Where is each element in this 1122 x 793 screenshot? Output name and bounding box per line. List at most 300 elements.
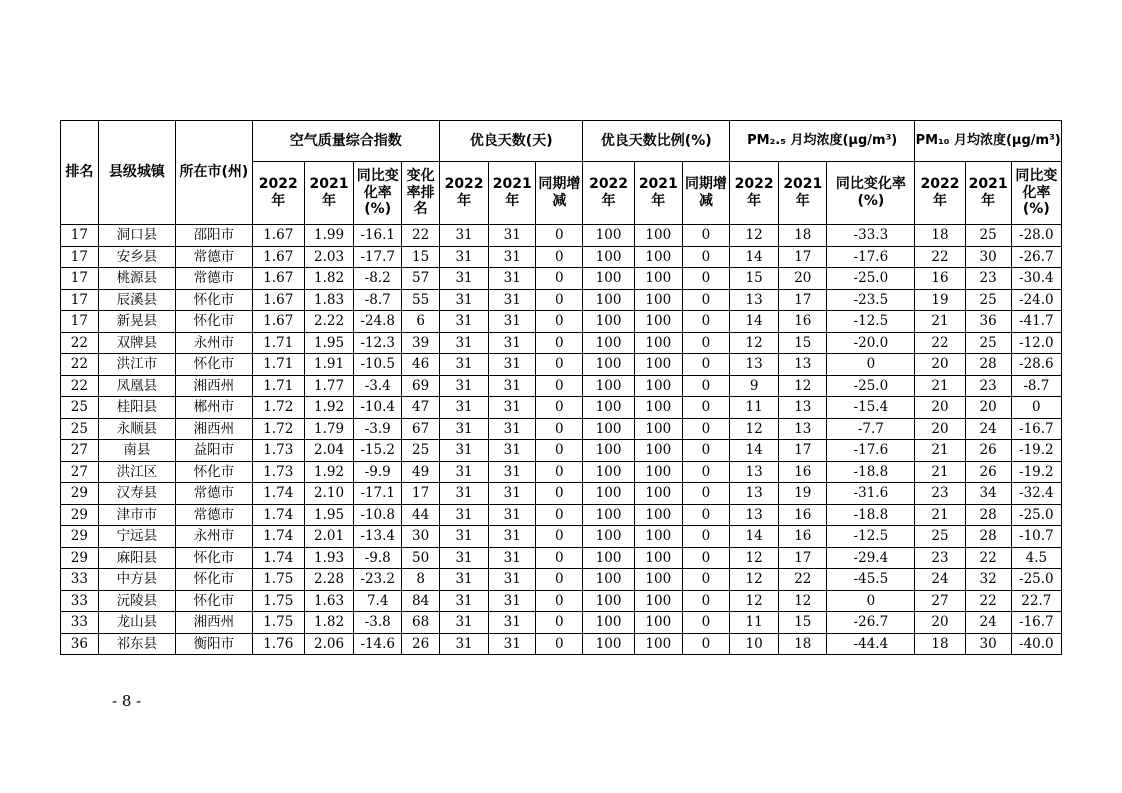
cell-aqi-change-rank: 26	[402, 633, 440, 655]
cell-pm10-yoy-rate: -10.7	[1011, 526, 1061, 548]
cell-aqi-change-rank: 68	[402, 612, 440, 634]
cell-ratio-change: 0	[682, 375, 729, 397]
cell-aqi-2021: 1.95	[304, 332, 353, 354]
cell-ratio-2021: 100	[634, 418, 682, 440]
cell-days-2021: 31	[489, 225, 536, 247]
cell-aqi-yoy-rate: -10.8	[354, 504, 402, 526]
cell-aqi-2021: 2.01	[304, 526, 353, 548]
cell-aqi-2021: 1.91	[304, 354, 353, 376]
cell-pm25-2021: 13	[779, 418, 827, 440]
cell-ratio-change: 0	[682, 397, 729, 419]
header-pm25-2021: 2021年	[779, 162, 827, 225]
cell-days-change: 0	[536, 225, 583, 247]
cell-days-change: 0	[536, 590, 583, 612]
cell-pm25-2022: 13	[730, 354, 779, 376]
cell-pm10-2022: 20	[915, 418, 965, 440]
header-ratio-2021: 2021年	[634, 162, 682, 225]
cell-ratio-2022: 100	[583, 246, 634, 268]
cell-county: 双牌县	[98, 332, 175, 354]
cell-county: 辰溪县	[98, 289, 175, 311]
cell-aqi-2021: 2.06	[304, 633, 353, 655]
cell-days-2021: 31	[489, 590, 536, 612]
header-aqi-2021: 2021年	[304, 162, 353, 225]
cell-ratio-2021: 100	[634, 354, 682, 376]
cell-aqi-yoy-rate: -17.1	[354, 483, 402, 505]
cell-pm25-2021: 15	[779, 332, 827, 354]
cell-pm10-2022: 27	[915, 590, 965, 612]
cell-pm25-yoy-rate: -33.3	[827, 225, 915, 247]
cell-days-2021: 31	[489, 397, 536, 419]
cell-ratio-change: 0	[682, 418, 729, 440]
cell-rank: 17	[61, 268, 99, 290]
cell-city: 邵阳市	[176, 225, 252, 247]
header-rank: 排名	[61, 121, 99, 225]
cell-pm10-2022: 16	[915, 268, 965, 290]
cell-aqi-change-rank: 47	[402, 397, 440, 419]
cell-pm10-2021: 24	[965, 612, 1011, 634]
cell-aqi-2021: 1.92	[304, 461, 353, 483]
cell-pm25-yoy-rate: -7.7	[827, 418, 915, 440]
cell-aqi-2021: 1.95	[304, 504, 353, 526]
cell-days-2021: 31	[489, 332, 536, 354]
cell-ratio-2021: 100	[634, 332, 682, 354]
cell-rank: 22	[61, 354, 99, 376]
cell-days-change: 0	[536, 633, 583, 655]
cell-days-2022: 31	[439, 547, 488, 569]
cell-days-2021: 31	[489, 354, 536, 376]
cell-days-2022: 31	[439, 332, 488, 354]
cell-days-change: 0	[536, 311, 583, 333]
cell-aqi-2021: 2.10	[304, 483, 353, 505]
cell-aqi-change-rank: 57	[402, 268, 440, 290]
cell-ratio-change: 0	[682, 526, 729, 548]
cell-pm10-yoy-rate: -41.7	[1011, 311, 1061, 333]
cell-aqi-change-rank: 49	[402, 461, 440, 483]
cell-rank: 17	[61, 225, 99, 247]
cell-aqi-yoy-rate: -8.7	[354, 289, 402, 311]
cell-county: 汉寿县	[98, 483, 175, 505]
cell-pm10-yoy-rate: -24.0	[1011, 289, 1061, 311]
header-aqi-yoy-rate: 同比变化率(%)	[354, 162, 402, 225]
cell-pm25-2022: 9	[730, 375, 779, 397]
cell-pm10-2021: 26	[965, 461, 1011, 483]
cell-ratio-2021: 100	[634, 526, 682, 548]
cell-days-change: 0	[536, 354, 583, 376]
cell-pm25-yoy-rate: -25.0	[827, 268, 915, 290]
cell-aqi-2022: 1.74	[252, 483, 304, 505]
cell-aqi-change-rank: 30	[402, 526, 440, 548]
cell-rank: 27	[61, 461, 99, 483]
cell-pm25-2021: 17	[779, 440, 827, 462]
cell-aqi-yoy-rate: -17.7	[354, 246, 402, 268]
cell-pm25-2021: 17	[779, 547, 827, 569]
cell-days-2022: 31	[439, 483, 488, 505]
cell-aqi-2022: 1.67	[252, 311, 304, 333]
table-body	[61, 225, 1062, 655]
cell-city: 常德市	[176, 246, 252, 268]
cell-aqi-2021: 1.77	[304, 375, 353, 397]
header-days-2021: 2021年	[489, 162, 536, 225]
cell-pm25-2021: 16	[779, 526, 827, 548]
cell-county: 龙山县	[98, 612, 175, 634]
cell-ratio-2021: 100	[634, 397, 682, 419]
cell-aqi-yoy-rate: -24.8	[354, 311, 402, 333]
cell-pm10-yoy-rate: -32.4	[1011, 483, 1061, 505]
cell-ratio-2022: 100	[583, 547, 634, 569]
table-row	[61, 225, 1062, 247]
header-pm25-2022: 2022年	[730, 162, 779, 225]
cell-aqi-yoy-rate: 7.4	[354, 590, 402, 612]
cell-ratio-change: 0	[682, 289, 729, 311]
cell-days-2022: 31	[439, 375, 488, 397]
cell-pm10-2021: 34	[965, 483, 1011, 505]
header-days-change: 同期增减	[536, 162, 583, 225]
cell-county: 宁远县	[98, 526, 175, 548]
cell-aqi-change-rank: 55	[402, 289, 440, 311]
cell-days-change: 0	[536, 246, 583, 268]
cell-aqi-change-rank: 46	[402, 354, 440, 376]
table-row	[61, 483, 1062, 505]
header-ratio-2022: 2022年	[583, 162, 634, 225]
cell-aqi-change-rank: 25	[402, 440, 440, 462]
cell-pm10-2021: 28	[965, 504, 1011, 526]
cell-city: 怀化市	[176, 311, 252, 333]
cell-days-2021: 31	[489, 289, 536, 311]
cell-ratio-2021: 100	[634, 311, 682, 333]
cell-aqi-2022: 1.74	[252, 526, 304, 548]
cell-ratio-2022: 100	[583, 590, 634, 612]
cell-aqi-2022: 1.75	[252, 590, 304, 612]
cell-aqi-change-rank: 50	[402, 547, 440, 569]
cell-county: 洪江市	[98, 354, 175, 376]
table-row	[61, 590, 1062, 612]
cell-pm25-yoy-rate: -12.5	[827, 311, 915, 333]
cell-aqi-change-rank: 44	[402, 504, 440, 526]
cell-days-2022: 31	[439, 397, 488, 419]
cell-ratio-2021: 100	[634, 440, 682, 462]
cell-pm25-2022: 13	[730, 504, 779, 526]
cell-ratio-2021: 100	[634, 504, 682, 526]
cell-aqi-2022: 1.67	[252, 246, 304, 268]
cell-pm10-yoy-rate: -19.2	[1011, 440, 1061, 462]
cell-pm25-2021: 12	[779, 375, 827, 397]
cell-rank: 22	[61, 375, 99, 397]
cell-pm10-2022: 21	[915, 375, 965, 397]
cell-city: 永州市	[176, 332, 252, 354]
cell-county: 南县	[98, 440, 175, 462]
cell-ratio-2021: 100	[634, 633, 682, 655]
cell-aqi-yoy-rate: -9.8	[354, 547, 402, 569]
cell-pm10-2022: 23	[915, 483, 965, 505]
cell-county: 凤凰县	[98, 375, 175, 397]
cell-ratio-change: 0	[682, 590, 729, 612]
cell-aqi-2022: 1.74	[252, 547, 304, 569]
cell-days-2021: 31	[489, 375, 536, 397]
table-row	[61, 246, 1062, 268]
cell-days-2021: 31	[489, 268, 536, 290]
cell-aqi-2022: 1.73	[252, 440, 304, 462]
cell-ratio-2022: 100	[583, 268, 634, 290]
cell-days-2022: 31	[439, 590, 488, 612]
cell-aqi-change-rank: 39	[402, 332, 440, 354]
cell-pm10-2021: 32	[965, 569, 1011, 591]
cell-pm25-yoy-rate: -18.8	[827, 461, 915, 483]
cell-pm25-2021: 19	[779, 483, 827, 505]
cell-aqi-yoy-rate: -23.2	[354, 569, 402, 591]
cell-days-change: 0	[536, 418, 583, 440]
cell-rank: 22	[61, 332, 99, 354]
cell-days-2021: 31	[489, 504, 536, 526]
cell-ratio-2021: 100	[634, 461, 682, 483]
cell-ratio-2021: 100	[634, 483, 682, 505]
cell-pm10-2022: 19	[915, 289, 965, 311]
table-row	[61, 268, 1062, 290]
cell-ratio-2022: 100	[583, 633, 634, 655]
cell-rank: 33	[61, 612, 99, 634]
cell-pm25-2022: 11	[730, 397, 779, 419]
cell-county: 安乡县	[98, 246, 175, 268]
header-good-days-group: 优良天数(天)	[439, 121, 582, 162]
cell-pm25-yoy-rate: -23.5	[827, 289, 915, 311]
cell-pm10-2021: 30	[965, 246, 1011, 268]
cell-pm25-yoy-rate: -17.6	[827, 246, 915, 268]
cell-pm25-yoy-rate: -25.0	[827, 375, 915, 397]
cell-pm25-yoy-rate: -18.8	[827, 504, 915, 526]
cell-days-2021: 31	[489, 311, 536, 333]
header-good-ratio-group: 优良天数比例(%)	[583, 121, 730, 162]
cell-pm10-yoy-rate: 0	[1011, 397, 1061, 419]
cell-aqi-change-rank: 8	[402, 569, 440, 591]
cell-city: 常德市	[176, 483, 252, 505]
header-pm10-yoy-rate: 同比变化率(%)	[1011, 162, 1061, 225]
cell-city: 怀化市	[176, 590, 252, 612]
cell-county: 永顺县	[98, 418, 175, 440]
cell-pm10-yoy-rate: 22.7	[1011, 590, 1061, 612]
cell-ratio-2022: 100	[583, 418, 634, 440]
cell-days-2022: 31	[439, 354, 488, 376]
cell-ratio-2022: 100	[583, 526, 634, 548]
header-pm25-group: PM₂.₅ 月均浓度(μg/m³)	[730, 121, 915, 162]
cell-county: 洪江区	[98, 461, 175, 483]
table-row	[61, 289, 1062, 311]
cell-pm10-2021: 23	[965, 375, 1011, 397]
cell-pm10-2021: 28	[965, 354, 1011, 376]
cell-days-2022: 31	[439, 612, 488, 634]
cell-days-2022: 31	[439, 569, 488, 591]
cell-ratio-2021: 100	[634, 590, 682, 612]
cell-pm25-2022: 14	[730, 526, 779, 548]
cell-pm25-2022: 15	[730, 268, 779, 290]
cell-ratio-change: 0	[682, 246, 729, 268]
cell-rank: 33	[61, 569, 99, 591]
cell-rank: 17	[61, 246, 99, 268]
cell-city: 怀化市	[176, 289, 252, 311]
cell-ratio-2021: 100	[634, 547, 682, 569]
cell-city: 怀化市	[176, 569, 252, 591]
cell-ratio-change: 0	[682, 332, 729, 354]
cell-pm10-2021: 25	[965, 289, 1011, 311]
cell-aqi-2021: 1.82	[304, 612, 353, 634]
cell-pm25-2022: 12	[730, 569, 779, 591]
cell-aqi-2022: 1.73	[252, 461, 304, 483]
cell-ratio-change: 0	[682, 354, 729, 376]
header-ratio-change: 同期增减	[682, 162, 729, 225]
cell-ratio-2021: 100	[634, 289, 682, 311]
cell-days-change: 0	[536, 569, 583, 591]
cell-days-change: 0	[536, 289, 583, 311]
cell-pm10-2022: 20	[915, 397, 965, 419]
header-pm10-group: PM₁₀ 月均浓度(μg/m³)	[915, 121, 1062, 162]
cell-aqi-2021: 1.92	[304, 397, 353, 419]
cell-aqi-yoy-rate: -14.6	[354, 633, 402, 655]
cell-pm25-2021: 17	[779, 246, 827, 268]
cell-pm10-yoy-rate: -16.7	[1011, 418, 1061, 440]
table-row	[61, 504, 1062, 526]
cell-ratio-2021: 100	[634, 268, 682, 290]
cell-aqi-2021: 1.99	[304, 225, 353, 247]
cell-pm25-2022: 12	[730, 547, 779, 569]
cell-aqi-change-rank: 67	[402, 418, 440, 440]
cell-ratio-2022: 100	[583, 397, 634, 419]
cell-pm10-2022: 21	[915, 504, 965, 526]
cell-days-2021: 31	[489, 633, 536, 655]
cell-ratio-2021: 100	[634, 612, 682, 634]
cell-aqi-2022: 1.67	[252, 268, 304, 290]
cell-aqi-change-rank: 69	[402, 375, 440, 397]
cell-city: 湘西州	[176, 612, 252, 634]
cell-pm25-yoy-rate: -31.6	[827, 483, 915, 505]
cell-days-2021: 31	[489, 440, 536, 462]
cell-rank: 25	[61, 418, 99, 440]
cell-pm25-2021: 22	[779, 569, 827, 591]
header-days-2022: 2022年	[439, 162, 488, 225]
cell-pm25-2022: 10	[730, 633, 779, 655]
cell-pm25-2021: 18	[779, 633, 827, 655]
cell-days-2021: 31	[489, 526, 536, 548]
cell-pm10-2022: 18	[915, 225, 965, 247]
cell-pm10-yoy-rate: 4.5	[1011, 547, 1061, 569]
cell-city: 衡阳市	[176, 633, 252, 655]
table-row	[61, 526, 1062, 548]
cell-city: 益阳市	[176, 440, 252, 462]
cell-pm25-2022: 14	[730, 440, 779, 462]
cell-ratio-change: 0	[682, 225, 729, 247]
table-row	[61, 332, 1062, 354]
cell-aqi-2022: 1.76	[252, 633, 304, 655]
cell-pm10-yoy-rate: -19.2	[1011, 461, 1061, 483]
cell-ratio-2021: 100	[634, 246, 682, 268]
header-pm10-2021: 2021年	[965, 162, 1011, 225]
cell-pm10-yoy-rate: -12.0	[1011, 332, 1061, 354]
cell-county: 祁东县	[98, 633, 175, 655]
cell-pm25-2021: 13	[779, 354, 827, 376]
cell-ratio-change: 0	[682, 440, 729, 462]
table-row	[61, 311, 1062, 333]
cell-pm10-2021: 20	[965, 397, 1011, 419]
cell-pm10-2021: 22	[965, 547, 1011, 569]
cell-pm10-yoy-rate: -28.0	[1011, 225, 1061, 247]
cell-days-2021: 31	[489, 569, 536, 591]
cell-days-change: 0	[536, 461, 583, 483]
cell-rank: 36	[61, 633, 99, 655]
cell-days-2022: 31	[439, 633, 488, 655]
cell-ratio-change: 0	[682, 569, 729, 591]
cell-pm10-yoy-rate: -26.7	[1011, 246, 1061, 268]
table-row	[61, 418, 1062, 440]
cell-pm25-2022: 12	[730, 590, 779, 612]
cell-ratio-2022: 100	[583, 225, 634, 247]
cell-pm10-2021: 36	[965, 311, 1011, 333]
cell-ratio-2022: 100	[583, 504, 634, 526]
cell-pm10-2022: 21	[915, 311, 965, 333]
cell-pm10-2021: 25	[965, 225, 1011, 247]
cell-pm25-yoy-rate: -15.4	[827, 397, 915, 419]
cell-pm25-2021: 18	[779, 225, 827, 247]
cell-pm25-2022: 13	[730, 461, 779, 483]
page-number: - 8 -	[112, 692, 142, 710]
cell-pm10-2021: 25	[965, 332, 1011, 354]
cell-days-change: 0	[536, 268, 583, 290]
cell-pm10-2021: 23	[965, 268, 1011, 290]
cell-days-2022: 31	[439, 418, 488, 440]
cell-pm25-yoy-rate: -17.6	[827, 440, 915, 462]
cell-rank: 17	[61, 289, 99, 311]
cell-pm25-2021: 16	[779, 461, 827, 483]
cell-city: 怀化市	[176, 547, 252, 569]
cell-days-2022: 31	[439, 246, 488, 268]
cell-aqi-yoy-rate: -9.9	[354, 461, 402, 483]
cell-days-2022: 31	[439, 504, 488, 526]
cell-aqi-2021: 2.28	[304, 569, 353, 591]
cell-ratio-2022: 100	[583, 375, 634, 397]
cell-aqi-2022: 1.74	[252, 504, 304, 526]
cell-aqi-yoy-rate: -3.8	[354, 612, 402, 634]
cell-pm25-yoy-rate: -44.4	[827, 633, 915, 655]
cell-pm10-2021: 26	[965, 440, 1011, 462]
cell-ratio-2022: 100	[583, 440, 634, 462]
cell-ratio-2022: 100	[583, 332, 634, 354]
cell-aqi-yoy-rate: -3.9	[354, 418, 402, 440]
cell-pm25-2022: 13	[730, 483, 779, 505]
cell-days-change: 0	[536, 332, 583, 354]
cell-days-change: 0	[536, 547, 583, 569]
cell-ratio-change: 0	[682, 483, 729, 505]
cell-county: 新晃县	[98, 311, 175, 333]
cell-days-change: 0	[536, 526, 583, 548]
cell-aqi-2021: 1.82	[304, 268, 353, 290]
cell-days-2022: 31	[439, 311, 488, 333]
cell-days-2022: 31	[439, 461, 488, 483]
cell-aqi-yoy-rate: -10.5	[354, 354, 402, 376]
cell-aqi-2022: 1.67	[252, 289, 304, 311]
cell-pm10-yoy-rate: -40.0	[1011, 633, 1061, 655]
cell-ratio-2022: 100	[583, 289, 634, 311]
cell-pm25-2021: 15	[779, 612, 827, 634]
cell-days-2022: 31	[439, 289, 488, 311]
cell-aqi-2021: 2.04	[304, 440, 353, 462]
cell-aqi-yoy-rate: -3.4	[354, 375, 402, 397]
cell-county: 桃源县	[98, 268, 175, 290]
cell-pm10-2022: 20	[915, 612, 965, 634]
cell-aqi-change-rank: 15	[402, 246, 440, 268]
cell-rank: 25	[61, 397, 99, 419]
cell-days-2022: 31	[439, 440, 488, 462]
cell-pm25-2022: 12	[730, 418, 779, 440]
cell-days-2022: 31	[439, 225, 488, 247]
cell-rank: 29	[61, 504, 99, 526]
table-row	[61, 375, 1062, 397]
cell-ratio-change: 0	[682, 504, 729, 526]
